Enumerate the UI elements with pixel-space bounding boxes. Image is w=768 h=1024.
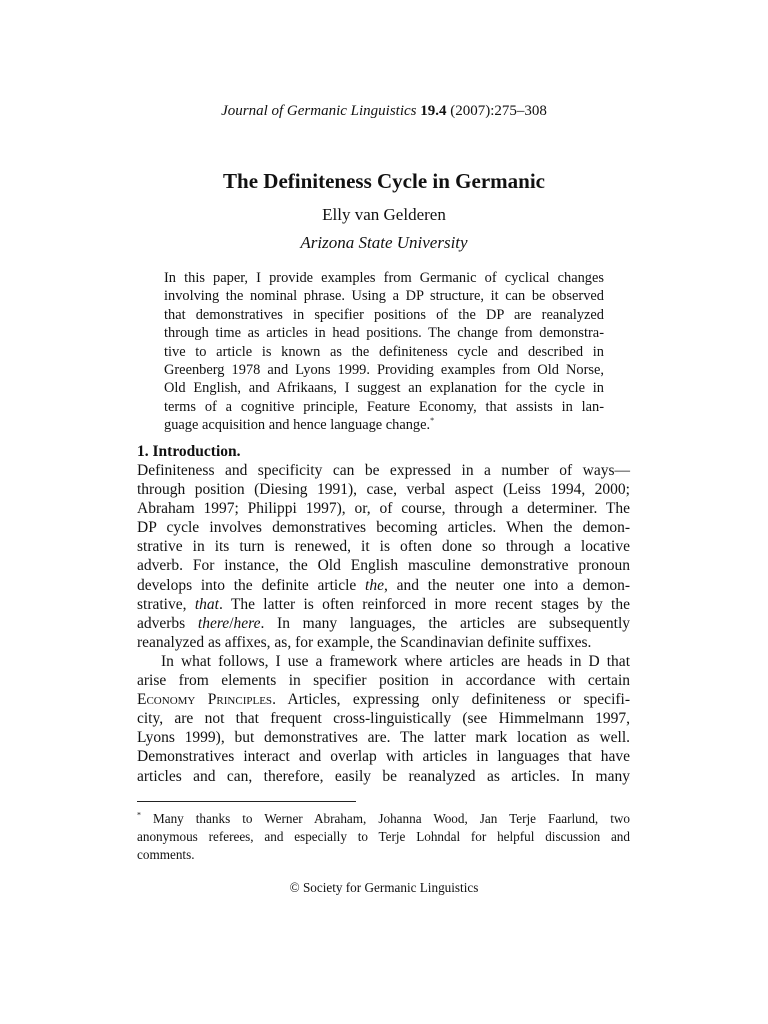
- body-line: Abraham 1997; Philippi 1997), or, of course, through a determiner. The: [137, 500, 630, 518]
- body-line: through position (Diesing 1991), case, verbal aspect (Leiss 1994, 2000;: [137, 481, 630, 499]
- abstract-line: involving the nominal phrase. Using a DP structure, it can be observed: [164, 288, 604, 305]
- body-line: Lyons 1999), but demonstratives are. The latter mark location as well.: [137, 729, 630, 747]
- abstract-line: tive to article is known as the definiteness cycle and described in: [164, 343, 604, 360]
- emphasis-the: the: [365, 576, 384, 594]
- abstract-line-last: [164, 416, 604, 434]
- footnote-line: [137, 810, 630, 828]
- author-name: Elly van Gelderen: [322, 205, 446, 224]
- abstract-line: through time as articles in head positions. The change from demonstra-: [164, 325, 604, 342]
- journal-volume: 19.4: [420, 103, 447, 119]
- footnote-marker: *: [137, 810, 141, 820]
- footnote-rule: [137, 801, 356, 802]
- body-line: strative in its turn is renewed, it is often done so through a locative: [137, 538, 630, 556]
- emphasis-here: here: [233, 614, 261, 632]
- footnote: [137, 810, 630, 865]
- section-heading: 1. Introduction.: [137, 443, 241, 460]
- article-title: The Definiteness Cycle in Germanic: [223, 169, 545, 193]
- journal-details: (2007):275–308: [450, 103, 547, 119]
- abstract-line: In this paper, I provide examples from Germanic of cyclical changes: [164, 270, 604, 286]
- body-line: adverb. For instance, the Old English masculine demonstrative pronoun: [137, 557, 630, 575]
- emphasis-that: that: [194, 595, 219, 613]
- body-line: arise from elements in specifier position in accordance with certain: [137, 672, 630, 690]
- small-caps-term: Economy Principles: [137, 691, 273, 709]
- abstract-line: Greenberg 1978 and Lyons 1999. Providing examples from Old Norse,: [164, 361, 604, 378]
- abstract: [164, 269, 604, 435]
- body-line: [137, 595, 630, 614]
- body-text-run: develops into the definite article: [137, 576, 366, 594]
- body-line: Demonstratives interact and overlap with articles in languages that have: [137, 748, 630, 766]
- body-line: [137, 690, 630, 709]
- footnote-line: anonymous referees, and especially to Terje Lohndal for helpful discussion and: [137, 829, 630, 845]
- body-text: [137, 461, 630, 786]
- body-line: [137, 614, 630, 633]
- footnote-line: comments.: [137, 847, 195, 863]
- abstract-line: that demonstratives in specifier positions of the DP are reanalyzed: [164, 306, 604, 323]
- body-line: [137, 576, 630, 595]
- author-affiliation: Arizona State University: [300, 233, 468, 252]
- body-text-run: . Articles, expressing only definiteness or specifi-: [272, 691, 630, 709]
- journal-name: Journal of Germanic Linguistics: [221, 103, 417, 119]
- body-text-run: . In many languages, the articles are subsequently: [260, 614, 630, 632]
- body-text-run: . The latter is often reinforced in more recent stages by the: [218, 595, 630, 613]
- body-line: In what follows, I use a framework where articles are heads in D that: [161, 652, 630, 670]
- body-line: articles and can, therefore, easily be reanalyzed as articles. In many: [137, 767, 630, 785]
- body-line: Definiteness and specificity can be expressed in a number of ways—: [137, 462, 630, 479]
- body-line: DP cycle involves demonstratives becoming articles. When the demon-: [137, 519, 630, 537]
- abstract-line: Old English, and Afrikaans, I suggest an explanation for the cycle in: [164, 380, 604, 397]
- copyright-notice: © Society for Germanic Linguistics: [289, 880, 479, 895]
- footnote-text: Many thanks to Werner Abraham, Johanna Wood, Jan Terje Faarlund, two: [141, 811, 630, 826]
- abstract-line: terms of a cognitive principle, Feature Economy, that assists in lan-: [164, 398, 604, 415]
- body-text-run: adverbs: [137, 614, 198, 632]
- abstract-line-text: guage acquisition and hence language change.: [164, 417, 431, 434]
- slash: /: [229, 614, 234, 632]
- body-text-run: strative,: [137, 595, 195, 613]
- emphasis-there: there: [197, 614, 230, 632]
- body-line: reanalyzed as affixes, as, for example, the Scandinavian definite suffixes.: [137, 633, 592, 651]
- footnote-reference[interactable]: *: [430, 416, 435, 426]
- journal-citation: [0, 101, 768, 121]
- body-text-run: , and the neuter one into a demon-: [383, 576, 630, 594]
- body-line: city, are not that frequent cross-linguistically (see Himmelmann 1997,: [137, 710, 630, 728]
